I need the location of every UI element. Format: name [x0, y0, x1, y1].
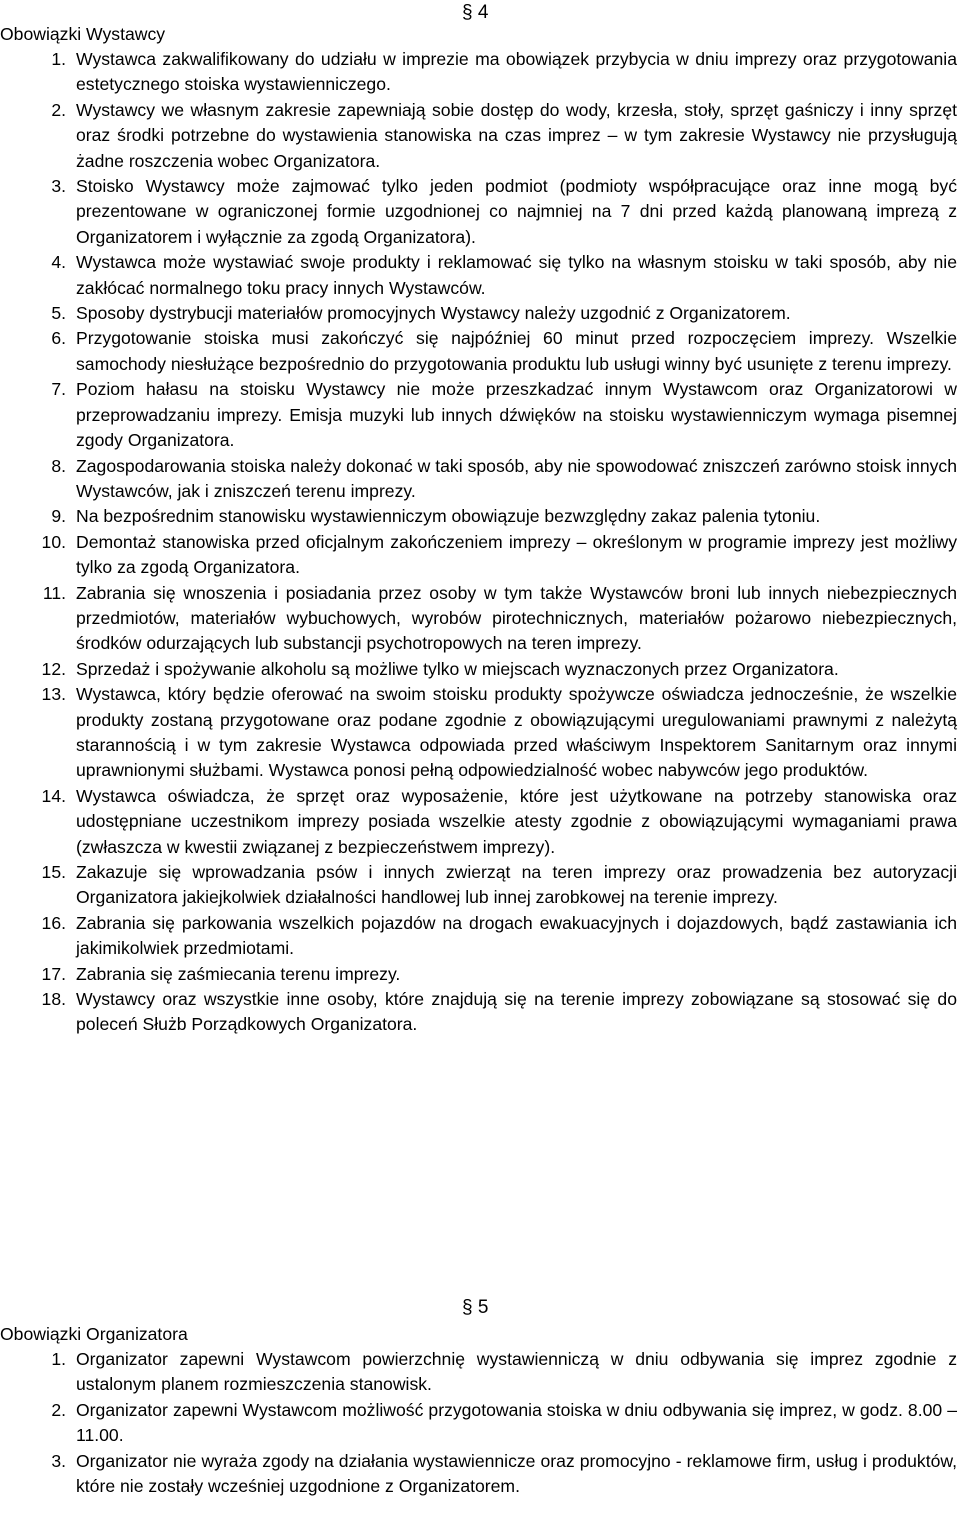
item-number: 17.: [41, 963, 66, 984]
item-text: Zabrania się zaśmiecania terenu imprezy.: [76, 963, 401, 984]
item-text: Stoisko Wystawcy może zajmować tylko jeden podmiot (podmioty współpracujące oraz inne mogą być prezentowane w ograniczonej formie uzgodnionej co najmniej na 7 dni przed każdą planowaną imprezą z Organizatorem i wyłącznie za zgodą Organizatora).: [76, 176, 957, 247]
item-text: Zakazuje się wprowadzania psów i innych zwierząt na teren imprezy oraz prowadzenia bez autoryzacji Organizatora jakiejkolwiek działalności handlowej lub innej zarobkowej na terenie imprezy.: [76, 862, 957, 908]
item-text: Organizator zapewni Wystawcom powierzchnię wystawienniczą w dniu odbywania się imprez zgodnie z ustalonym planem rozmieszczenia stanowisk.: [76, 1349, 957, 1395]
item-text: Na bezpośrednim stanowisku wystawienniczym obowiązuje bezwzględny zakaz palenia tytoniu.: [76, 506, 821, 527]
section-4-list: [0, 47, 957, 1038]
item-number: 12.: [41, 658, 66, 679]
list-item: [0, 454, 957, 505]
list-item: [0, 301, 957, 326]
section-5-title: Obowiązki Organizatora: [0, 1324, 188, 1344]
section-symbol: §: [462, 2, 473, 23]
section-4-mark: [462, 2, 488, 24]
item-text: Wystawcy oraz wszystkie inne osoby, które znajdują się na terenie imprezy zobowiązane są stosować się do poleceń Służb Porządkowych Organizatora.: [76, 989, 957, 1035]
item-number: 13.: [41, 684, 66, 705]
item-number: 10.: [41, 531, 66, 552]
list-item: [0, 657, 957, 682]
item-number: 1.: [51, 1349, 66, 1369]
list-item: [0, 987, 957, 1038]
item-number: 3.: [51, 176, 66, 197]
item-text: Sprzedaż i spożywanie alkoholu są możliwe tylko w miejscach wyznaczonych przez Organizatora.: [76, 658, 839, 679]
item-number: 16.: [41, 912, 66, 933]
item-number: 14.: [41, 785, 66, 806]
list-item: [0, 581, 957, 657]
item-number: 18.: [41, 989, 66, 1010]
item-text: Wystawcy we własnym zakresie zapewniają sobie dostęp do wody, krzesła, stoły, sprzęt gaśniczy i inny sprzęt oraz środki potrzebne do wystawienia stanowiska na czas imprez – w tym zakresie Wystawcy nie przysługują żadne roszczenia wobec Organizatora.: [76, 99, 957, 171]
item-text: Wystawca oświadcza, że sprzęt oraz wyposażenie, które jest użytkowane na potrzeby stanowiska oraz udostępniane uczestnikom imprezy posiada wszelkie atesty zgodnie z obowiązującymi wymaganiami prawa (zwłaszcza w kwestii związanej z bezpieczeństwem imprezy).: [76, 785, 957, 857]
list-item: [0, 504, 957, 529]
item-number: 15.: [41, 862, 66, 882]
item-text: Zabrania się wnoszenia i posiadania przez osoby w tym także Wystawców broni lub innych niebezpiecznych przedmiotów, materiałów wybuchowych, wyrobów pirotechnicznych, materiałów pożarowo niebezpiecznych, środków odurzających lub substancji psychotropowych na teren imprezy.: [76, 582, 957, 654]
list-item: [0, 174, 957, 250]
section-4-title: Obowiązki Wystawcy: [0, 24, 166, 44]
section-5-mark: [462, 1297, 488, 1319]
section-symbol: §: [462, 1297, 473, 1318]
item-text: Sposoby dystrybucji materiałów promocyjnych Wystawcy należy uzgodnić z Organizatorem.: [76, 303, 791, 324]
list-item: [0, 377, 957, 453]
item-number: 11.: [42, 582, 66, 603]
list-item: [0, 911, 957, 962]
item-text: Zagospodarowania stoiska należy dokonać w taki sposób, aby nie spowodować zniszczeń zarówno stoisk innych Wystawców, jak i zniszczeń terenu imprezy.: [76, 455, 957, 501]
list-item: [0, 1347, 957, 1398]
item-number: 5.: [51, 303, 66, 324]
item-text: Demontaż stanowiska przed oficjalnym zakończeniem imprezy – określonym w programie imprezy jest możliwy tylko za zgodą Organizatora.: [76, 531, 957, 578]
list-item: [0, 962, 957, 987]
item-text: Poziom hałasu na stoisku Wystawcy nie może przeszkadzać innym Wystawcom oraz Organizatorowi w przeprowadzaniu imprezy. Emisja muzyki lub innych dźwięków na stoisku wystawienniczym wymaga pisemnej zgody Organizatora.: [76, 379, 957, 451]
list-item: [0, 682, 957, 784]
item-text: Przygotowanie stoiska musi zakończyć się najpóźniej 60 minut przed rozpoczęciem imprezy. Wszelkie samochody niesłużące bezpośrednio do przygotowania produktu lub usługi winny być usunięte z terenu imprezy.: [76, 328, 957, 374]
item-number: 4.: [51, 252, 66, 273]
item-number: 6.: [51, 328, 66, 349]
item-number: 1.: [51, 49, 66, 69]
item-number: 2.: [51, 99, 66, 120]
item-text: Organizator nie wyraża zgody na działania wystawiennicze oraz promocyjno - reklamowe firm, usług i produktów, które nie zostały wcześniej uzgodnione z Organizatorem.: [76, 1450, 957, 1497]
item-number: 8.: [51, 455, 66, 476]
item-number: 7.: [51, 379, 66, 400]
item-text: Wystawca może wystawiać swoje produkty i reklamować się tylko na własnym stoisku w taki sposób, aby nie zakłócać normalnego toku pracy innych Wystawców.: [76, 252, 957, 298]
item-number: 9.: [51, 506, 66, 527]
list-item: [0, 784, 957, 860]
item-text: Wystawca zakwalifikowany do udziału w imprezie ma obowiązek przybycia w dniu imprezy oraz przygotowania estetycznego stoiska wystawienniczego.: [76, 49, 957, 95]
list-item: [0, 1398, 957, 1449]
item-text: Organizator zapewni Wystawcom możliwość przygotowania stoiska w dniu odbywania się imprez, w godz. 8.00 – 11.00.: [76, 1399, 957, 1446]
list-item: [0, 530, 957, 581]
section-number: 5: [477, 1297, 489, 1318]
list-item: [0, 250, 957, 301]
list-item: [0, 1449, 957, 1500]
item-number: 3.: [51, 1450, 66, 1471]
list-item: [0, 47, 957, 98]
item-text: Zabrania się parkowania wszelkich pojazdów na drogach ewakuacyjnych i dojazdowych, bądź zastawiania ich jakimikolwiek przedmiotami.: [76, 912, 957, 959]
list-item: [0, 98, 957, 174]
section-5-list: [0, 1347, 957, 1499]
item-text: Wystawca, który będzie oferować na swoim stoisku produkty spożywcze oświadcza jednocześnie, że wszelkie produkty zostaną przygotowane oraz podane zgodnie z obowiązującymi uregulowaniami prawnymi z należytą starannością i w tym zakresie Wystawca odpowiada przed właściwym Inspektorem Sanitarnym oraz innymi uprawnionymi służbami. Wystawca ponosi pełną odpowiedzialność wobec nabywców jego produktów.: [76, 684, 957, 781]
list-item: [0, 860, 957, 911]
section-number: 4: [477, 2, 489, 23]
list-item: [0, 326, 957, 377]
item-number: 2.: [51, 1399, 66, 1420]
